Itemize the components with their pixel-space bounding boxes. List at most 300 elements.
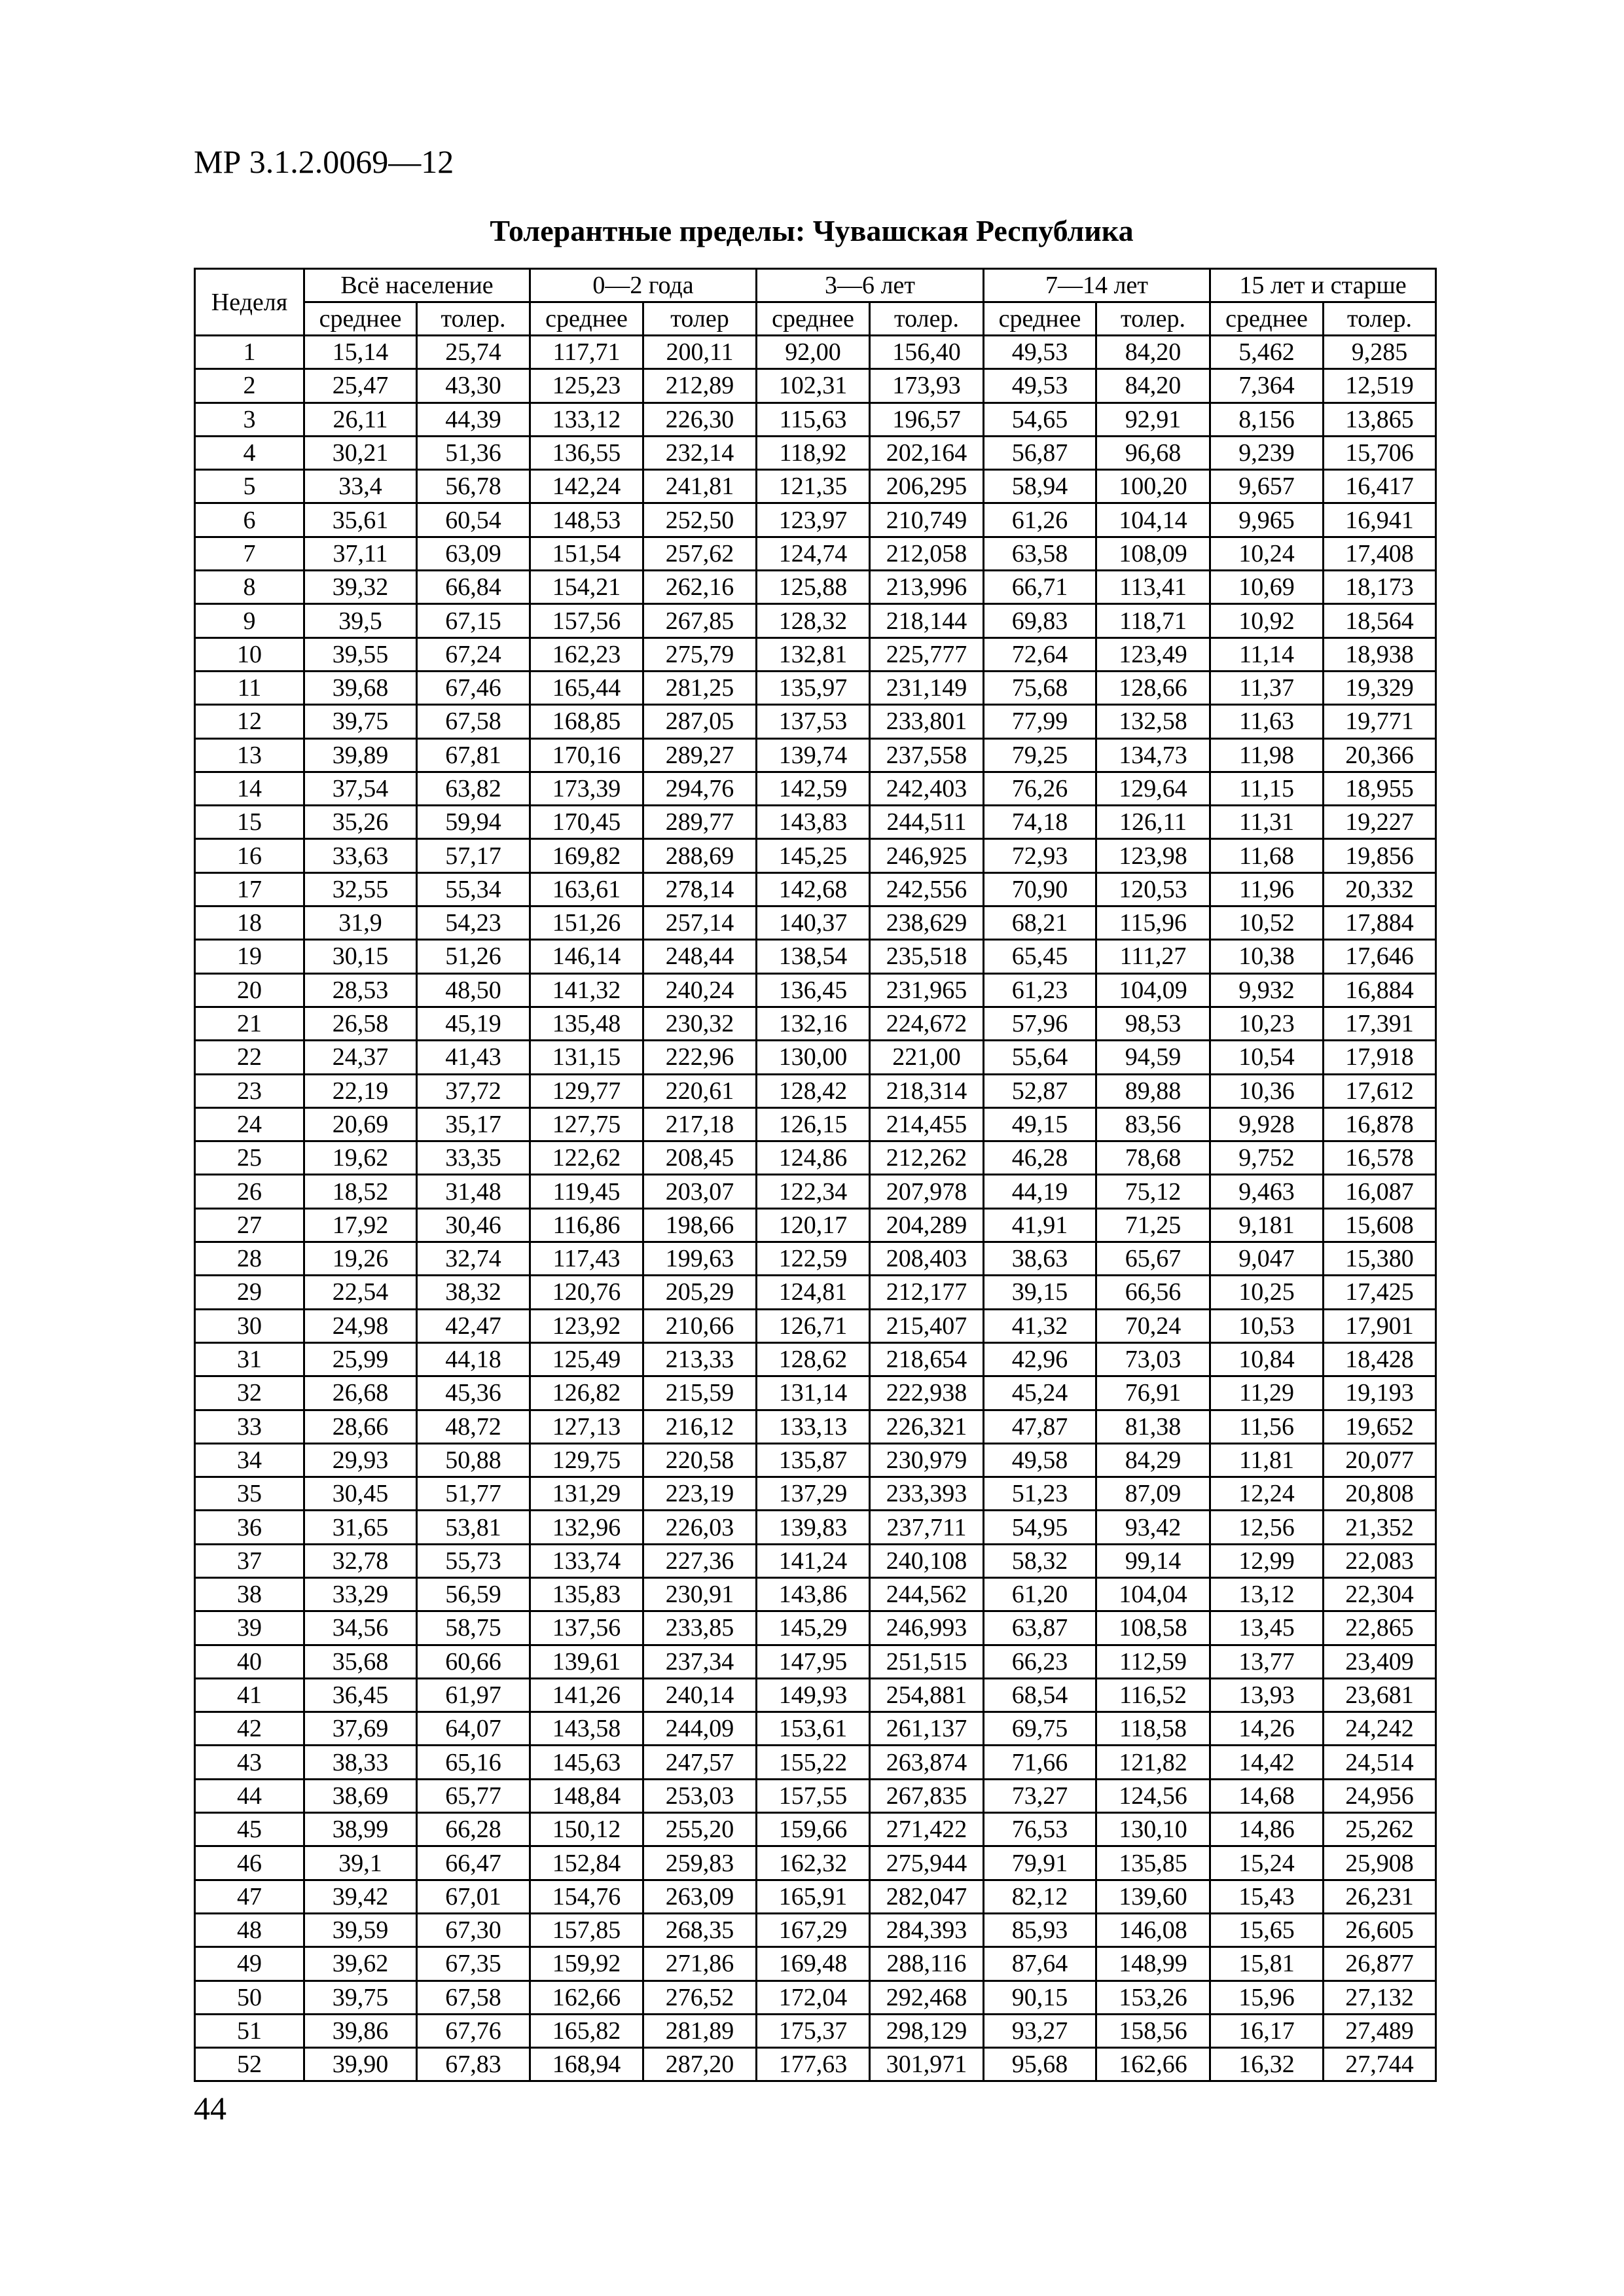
value-cell: 173,93 [870, 369, 984, 403]
value-cell: 157,56 [530, 604, 643, 637]
value-cell: 115,96 [1096, 906, 1210, 940]
value-cell: 140,37 [757, 906, 870, 940]
value-cell: 39,55 [304, 637, 417, 671]
value-cell: 30,46 [417, 1208, 530, 1242]
value-cell: 146,14 [530, 940, 643, 973]
value-cell: 208,45 [643, 1141, 757, 1175]
value-cell: 16,878 [1324, 1107, 1436, 1141]
value-cell: 147,95 [757, 1645, 870, 1678]
value-cell: 13,45 [1210, 1611, 1324, 1645]
table-row [195, 738, 1436, 772]
value-cell: 77,99 [984, 705, 1096, 738]
week-number-cell: 46 [195, 1846, 304, 1880]
value-cell: 11,56 [1210, 1410, 1324, 1443]
week-number-cell: 12 [195, 705, 304, 738]
value-cell: 240,14 [643, 1678, 757, 1712]
week-number-cell: 23 [195, 1074, 304, 1107]
value-cell: 132,81 [757, 637, 870, 671]
value-cell: 257,14 [643, 906, 757, 940]
value-cell: 212,262 [870, 1141, 984, 1175]
value-cell: 25,99 [304, 1342, 417, 1376]
value-cell: 148,99 [1096, 1947, 1210, 1981]
value-cell: 19,652 [1324, 1410, 1436, 1443]
value-cell: 11,81 [1210, 1443, 1324, 1477]
value-cell: 220,61 [643, 1074, 757, 1107]
value-cell: 25,262 [1324, 1813, 1436, 1846]
value-cell: 61,26 [984, 503, 1096, 537]
value-cell: 21,352 [1324, 1511, 1436, 1544]
value-cell: 17,408 [1324, 537, 1436, 570]
value-cell: 35,26 [304, 806, 417, 839]
value-cell: 38,33 [304, 1746, 417, 1779]
value-cell: 212,89 [643, 369, 757, 403]
value-cell: 231,965 [870, 973, 984, 1007]
value-cell: 120,17 [757, 1208, 870, 1242]
value-cell: 128,62 [757, 1342, 870, 1376]
week-number-cell: 22 [195, 1041, 304, 1074]
value-cell: 121,35 [757, 470, 870, 503]
table-row [195, 1041, 1436, 1074]
group-header: 7—14 лет [984, 269, 1210, 302]
value-cell: 131,15 [530, 1041, 643, 1074]
table-row [195, 403, 1436, 436]
value-cell: 220,58 [643, 1443, 757, 1477]
value-cell: 32,55 [304, 872, 417, 906]
value-cell: 11,98 [1210, 738, 1324, 772]
value-cell: 15,43 [1210, 1880, 1324, 1913]
value-cell: 68,21 [984, 906, 1096, 940]
value-cell: 139,60 [1096, 1880, 1210, 1913]
value-cell: 169,82 [530, 839, 643, 872]
value-cell: 67,01 [417, 1880, 530, 1913]
subheader-cell: среднее [1210, 302, 1324, 336]
week-number-cell: 42 [195, 1712, 304, 1746]
value-cell: 19,856 [1324, 839, 1436, 872]
value-cell: 70,90 [984, 872, 1096, 906]
week-number-cell: 41 [195, 1678, 304, 1712]
value-cell: 68,54 [984, 1678, 1096, 1712]
value-cell: 69,83 [984, 604, 1096, 637]
table-row [195, 1443, 1436, 1477]
value-cell: 230,979 [870, 1443, 984, 1477]
value-cell: 168,85 [530, 705, 643, 738]
value-cell: 39,15 [984, 1276, 1096, 1309]
value-cell: 66,84 [417, 571, 530, 604]
table-row [195, 1544, 1436, 1577]
week-number-cell: 40 [195, 1645, 304, 1678]
value-cell: 17,92 [304, 1208, 417, 1242]
value-cell: 10,24 [1210, 537, 1324, 570]
value-cell: 65,45 [984, 940, 1096, 973]
value-cell: 42,96 [984, 1342, 1096, 1376]
week-number-cell: 29 [195, 1276, 304, 1309]
table-row [195, 1242, 1436, 1276]
table-row [195, 1342, 1436, 1376]
value-cell: 32,74 [417, 1242, 530, 1276]
value-cell: 26,231 [1324, 1880, 1436, 1913]
value-cell: 25,908 [1324, 1846, 1436, 1880]
value-cell: 33,4 [304, 470, 417, 503]
value-cell: 20,332 [1324, 872, 1436, 906]
week-number-cell: 19 [195, 940, 304, 973]
value-cell: 152,84 [530, 1846, 643, 1880]
subheader-cell: толер. [1324, 302, 1436, 336]
value-cell: 17,646 [1324, 940, 1436, 973]
value-cell: 199,63 [643, 1242, 757, 1276]
table-row [195, 1276, 1436, 1309]
value-cell: 222,96 [643, 1041, 757, 1074]
value-cell: 202,164 [870, 436, 984, 469]
week-number-cell: 20 [195, 973, 304, 1007]
week-number-cell: 47 [195, 1880, 304, 1913]
value-cell: 172,04 [757, 1981, 870, 2014]
value-cell: 42,47 [417, 1309, 530, 1342]
value-cell: 54,95 [984, 1511, 1096, 1544]
value-cell: 153,26 [1096, 1981, 1210, 2014]
week-column-header: Неделя [195, 269, 304, 336]
value-cell: 10,84 [1210, 1342, 1324, 1376]
value-cell: 27,744 [1324, 2048, 1436, 2081]
value-cell: 19,771 [1324, 705, 1436, 738]
value-cell: 49,53 [984, 336, 1096, 369]
value-cell: 154,21 [530, 571, 643, 604]
value-cell: 141,26 [530, 1678, 643, 1712]
value-cell: 145,63 [530, 1746, 643, 1779]
value-cell: 257,62 [643, 537, 757, 570]
week-number-cell: 6 [195, 503, 304, 537]
value-cell: 10,54 [1210, 1041, 1324, 1074]
value-cell: 207,978 [870, 1175, 984, 1208]
value-cell: 124,56 [1096, 1779, 1210, 1812]
value-cell: 16,417 [1324, 470, 1436, 503]
value-cell: 215,407 [870, 1309, 984, 1342]
value-cell: 276,52 [643, 1981, 757, 2014]
value-cell: 19,227 [1324, 806, 1436, 839]
value-cell: 14,26 [1210, 1712, 1324, 1746]
table-row [195, 1175, 1436, 1208]
value-cell: 65,16 [417, 1746, 530, 1779]
value-cell: 116,86 [530, 1208, 643, 1242]
value-cell: 230,91 [643, 1577, 757, 1611]
value-cell: 196,57 [870, 403, 984, 436]
value-cell: 20,366 [1324, 738, 1436, 772]
table-row [195, 940, 1436, 973]
value-cell: 226,03 [643, 1511, 757, 1544]
value-cell: 31,9 [304, 906, 417, 940]
value-cell: 241,81 [643, 470, 757, 503]
value-cell: 24,242 [1324, 1712, 1436, 1746]
value-cell: 133,74 [530, 1544, 643, 1577]
value-cell: 133,12 [530, 403, 643, 436]
week-number-cell: 13 [195, 738, 304, 772]
week-number-cell: 3 [195, 403, 304, 436]
week-number-cell: 17 [195, 872, 304, 906]
value-cell: 90,15 [984, 1981, 1096, 2014]
value-cell: 145,29 [757, 1611, 870, 1645]
value-cell: 26,877 [1324, 1947, 1436, 1981]
value-cell: 12,519 [1324, 369, 1436, 403]
value-cell: 267,85 [643, 604, 757, 637]
value-cell: 61,97 [417, 1678, 530, 1712]
week-number-cell: 28 [195, 1242, 304, 1276]
value-cell: 17,612 [1324, 1074, 1436, 1107]
value-cell: 124,74 [757, 537, 870, 570]
value-cell: 16,32 [1210, 2048, 1324, 2081]
value-cell: 13,77 [1210, 1645, 1324, 1678]
value-cell: 22,54 [304, 1276, 417, 1309]
value-cell: 210,66 [643, 1309, 757, 1342]
value-cell: 70,24 [1096, 1309, 1210, 1342]
value-cell: 287,20 [643, 2048, 757, 2081]
value-cell: 67,81 [417, 738, 530, 772]
value-cell: 11,63 [1210, 705, 1324, 738]
value-cell: 170,45 [530, 806, 643, 839]
week-number-cell: 2 [195, 369, 304, 403]
value-cell: 275,944 [870, 1846, 984, 1880]
tolerance-table [194, 268, 1437, 2082]
value-cell: 124,86 [757, 1141, 870, 1175]
value-cell: 162,32 [757, 1846, 870, 1880]
value-cell: 29,93 [304, 1443, 417, 1477]
value-cell: 34,56 [304, 1611, 417, 1645]
value-cell: 10,36 [1210, 1074, 1324, 1107]
value-cell: 67,58 [417, 1981, 530, 2014]
value-cell: 148,84 [530, 1779, 643, 1812]
table-row [195, 1074, 1436, 1107]
value-cell: 143,86 [757, 1577, 870, 1611]
value-cell: 56,78 [417, 470, 530, 503]
value-cell: 18,428 [1324, 1342, 1436, 1376]
value-cell: 10,92 [1210, 604, 1324, 637]
value-cell: 33,63 [304, 839, 417, 872]
value-cell: 11,15 [1210, 772, 1324, 805]
table-row [195, 1511, 1436, 1544]
value-cell: 252,50 [643, 503, 757, 537]
value-cell: 215,59 [643, 1376, 757, 1410]
value-cell: 143,83 [757, 806, 870, 839]
value-cell: 11,96 [1210, 872, 1324, 906]
week-number-cell: 26 [195, 1175, 304, 1208]
value-cell: 37,69 [304, 1712, 417, 1746]
value-cell: 63,58 [984, 537, 1096, 570]
table-row [195, 872, 1436, 906]
value-cell: 263,09 [643, 1880, 757, 1913]
value-cell: 76,91 [1096, 1376, 1210, 1410]
value-cell: 99,14 [1096, 1544, 1210, 1577]
value-cell: 44,39 [417, 403, 530, 436]
table-row [195, 1141, 1436, 1175]
value-cell: 41,91 [984, 1208, 1096, 1242]
table-row [195, 1477, 1436, 1511]
value-cell: 24,956 [1324, 1779, 1436, 1812]
table-row [195, 604, 1436, 637]
group-header: 15 лет и старше [1210, 269, 1436, 302]
value-cell: 48,50 [417, 973, 530, 1007]
value-cell: 132,16 [757, 1007, 870, 1040]
value-cell: 104,14 [1096, 503, 1210, 537]
value-cell: 74,18 [984, 806, 1096, 839]
value-cell: 117,71 [530, 336, 643, 369]
value-cell: 81,38 [1096, 1410, 1210, 1443]
value-cell: 49,15 [984, 1107, 1096, 1141]
value-cell: 54,23 [417, 906, 530, 940]
value-cell: 18,52 [304, 1175, 417, 1208]
value-cell: 72,64 [984, 637, 1096, 671]
value-cell: 72,93 [984, 839, 1096, 872]
value-cell: 39,75 [304, 1981, 417, 2014]
subheader-cell: толер. [1096, 302, 1210, 336]
group-header-row [195, 269, 1436, 302]
value-cell: 51,77 [417, 1477, 530, 1511]
value-cell: 226,321 [870, 1410, 984, 1443]
value-cell: 268,35 [643, 1913, 757, 1946]
value-cell: 11,14 [1210, 637, 1324, 671]
value-cell: 26,58 [304, 1007, 417, 1040]
value-cell: 57,17 [417, 839, 530, 872]
value-cell: 75,68 [984, 671, 1096, 704]
value-cell: 14,86 [1210, 1813, 1324, 1846]
table-row [195, 1678, 1436, 1712]
value-cell: 83,56 [1096, 1107, 1210, 1141]
week-number-cell: 18 [195, 906, 304, 940]
week-number-cell: 43 [195, 1746, 304, 1779]
value-cell: 67,30 [417, 1913, 530, 1946]
value-cell: 63,09 [417, 537, 530, 570]
table-title: Толерантные пределы: Чувашская Республика [490, 214, 1134, 247]
value-cell: 14,42 [1210, 1746, 1324, 1779]
value-cell: 64,07 [417, 1712, 530, 1746]
value-cell: 5,462 [1210, 336, 1324, 369]
table-row [195, 1376, 1436, 1410]
value-cell: 104,09 [1096, 973, 1210, 1007]
value-cell: 242,556 [870, 872, 984, 906]
value-cell: 25,47 [304, 369, 417, 403]
value-cell: 104,04 [1096, 1577, 1210, 1611]
value-cell: 132,96 [530, 1511, 643, 1544]
value-cell: 218,654 [870, 1342, 984, 1376]
value-cell: 45,36 [417, 1376, 530, 1410]
table-row [195, 2014, 1436, 2047]
value-cell: 45,24 [984, 1376, 1096, 1410]
value-cell: 67,24 [417, 637, 530, 671]
value-cell: 248,44 [643, 940, 757, 973]
table-row [195, 772, 1436, 805]
value-cell: 157,85 [530, 1913, 643, 1946]
value-cell: 205,29 [643, 1276, 757, 1309]
value-cell: 175,37 [757, 2014, 870, 2047]
table-row [195, 2048, 1436, 2081]
value-cell: 253,03 [643, 1779, 757, 1812]
value-cell: 53,81 [417, 1511, 530, 1544]
value-cell: 20,808 [1324, 1477, 1436, 1511]
value-cell: 294,76 [643, 772, 757, 805]
value-cell: 56,87 [984, 436, 1096, 469]
value-cell: 27,489 [1324, 2014, 1436, 2047]
value-cell: 126,15 [757, 1107, 870, 1141]
value-cell: 26,68 [304, 1376, 417, 1410]
value-cell: 78,68 [1096, 1141, 1210, 1175]
subheader-cell: толер. [417, 302, 530, 336]
value-cell: 212,177 [870, 1276, 984, 1309]
value-cell: 11,31 [1210, 806, 1324, 839]
value-cell: 73,27 [984, 1779, 1096, 1812]
table-row [195, 436, 1436, 469]
value-cell: 17,901 [1324, 1309, 1436, 1342]
value-cell: 66,56 [1096, 1276, 1210, 1309]
value-cell: 130,10 [1096, 1813, 1210, 1846]
value-cell: 133,13 [757, 1410, 870, 1443]
value-cell: 66,23 [984, 1645, 1096, 1678]
value-cell: 12,24 [1210, 1477, 1324, 1511]
value-cell: 278,14 [643, 872, 757, 906]
value-cell: 212,058 [870, 537, 984, 570]
value-cell: 126,82 [530, 1376, 643, 1410]
value-cell: 131,14 [757, 1376, 870, 1410]
table-row [195, 1208, 1436, 1242]
value-cell: 118,71 [1096, 604, 1210, 637]
value-cell: 37,11 [304, 537, 417, 570]
value-cell: 122,62 [530, 1141, 643, 1175]
value-cell: 254,881 [870, 1678, 984, 1712]
value-cell: 60,54 [417, 503, 530, 537]
week-number-cell: 45 [195, 1813, 304, 1846]
value-cell: 51,26 [417, 940, 530, 973]
value-cell: 16,578 [1324, 1141, 1436, 1175]
value-cell: 112,59 [1096, 1645, 1210, 1678]
table-row [195, 1309, 1436, 1342]
value-cell: 38,63 [984, 1242, 1096, 1276]
value-cell: 287,05 [643, 705, 757, 738]
value-cell: 233,393 [870, 1477, 984, 1511]
value-cell: 96,68 [1096, 436, 1210, 469]
week-number-cell: 8 [195, 571, 304, 604]
value-cell: 17,884 [1324, 906, 1436, 940]
value-cell: 20,077 [1324, 1443, 1436, 1477]
value-cell: 167,29 [757, 1913, 870, 1946]
value-cell: 63,87 [984, 1611, 1096, 1645]
value-cell: 223,19 [643, 1477, 757, 1511]
week-number-cell: 15 [195, 806, 304, 839]
value-cell: 159,92 [530, 1947, 643, 1981]
value-cell: 17,918 [1324, 1041, 1436, 1074]
value-cell: 137,56 [530, 1611, 643, 1645]
value-cell: 66,28 [417, 1813, 530, 1846]
value-cell: 22,083 [1324, 1544, 1436, 1577]
value-cell: 79,91 [984, 1846, 1096, 1880]
value-cell: 49,58 [984, 1443, 1096, 1477]
value-cell: 20,69 [304, 1107, 417, 1141]
value-cell: 141,24 [757, 1544, 870, 1577]
value-cell: 10,69 [1210, 571, 1324, 604]
table-row [195, 470, 1436, 503]
value-cell: 47,87 [984, 1410, 1096, 1443]
value-cell: 71,66 [984, 1746, 1096, 1779]
value-cell: 271,86 [643, 1947, 757, 1981]
table-row [195, 839, 1436, 872]
value-cell: 39,32 [304, 571, 417, 604]
value-cell: 9,463 [1210, 1175, 1324, 1208]
value-cell: 251,515 [870, 1645, 984, 1678]
value-cell: 118,58 [1096, 1712, 1210, 1746]
value-cell: 35,17 [417, 1107, 530, 1141]
table-body [195, 336, 1436, 2081]
value-cell: 39,59 [304, 1913, 417, 1946]
table-row [195, 1410, 1436, 1443]
value-cell: 213,996 [870, 571, 984, 604]
week-number-cell: 32 [195, 1376, 304, 1410]
value-cell: 37,54 [304, 772, 417, 805]
value-cell: 27,132 [1324, 1981, 1436, 2014]
